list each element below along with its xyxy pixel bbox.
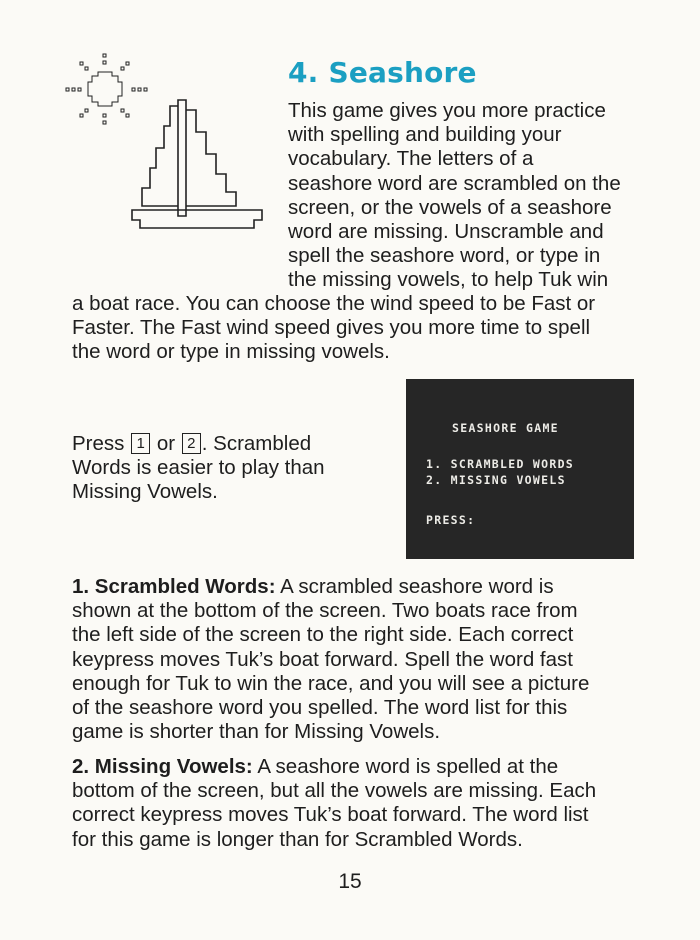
scrambled-line: keypress moves Tuk’s boat forward. Spell the word fast xyxy=(72,647,573,671)
press-instructions xyxy=(72,432,372,505)
scrambled-first-text: A scrambled seashore word is xyxy=(275,575,554,598)
intro-paragraph-bottom xyxy=(72,292,672,365)
game-screen-capture xyxy=(406,379,634,559)
intro-line: spell the seashore word, or type in xyxy=(288,244,601,268)
scrambled-line: the left side of the screen to the right side. Each correct xyxy=(72,623,574,647)
press-or: or xyxy=(156,432,176,455)
intro-line: This game gives you more practice xyxy=(288,99,606,122)
missing-line-1 xyxy=(72,755,672,779)
screen-option-1: 1. SCRAMBLED WORDS xyxy=(426,457,575,471)
sun-and-sailboat-illustration xyxy=(60,48,280,248)
press-line-1 xyxy=(72,432,372,456)
scrambled-line: enough for Tuk to win the race, and you will see a picture xyxy=(72,671,590,695)
press-suffix: . Scrambled xyxy=(201,432,312,455)
intro-line: seashore word are scrambled on the xyxy=(288,171,621,195)
missing-vowels-section xyxy=(72,755,672,852)
missing-line: correct keypress moves Tuk’s boat forward. The word list xyxy=(72,803,589,827)
intro-line: a boat race. You can choose the wind speed to be Fast or xyxy=(72,292,596,315)
missing-line: for this game is longer than for Scrambled Words. xyxy=(72,827,523,851)
sun-icon xyxy=(66,54,147,124)
scrambled-line-1 xyxy=(72,575,672,599)
screen-prompt: PRESS: xyxy=(426,513,476,527)
intro-line: with spelling and building your xyxy=(288,123,562,147)
sailboat-icon xyxy=(132,100,262,228)
key-2-icon: 2 xyxy=(182,433,201,454)
screen-option-2: 2. MISSING VOWELS xyxy=(426,473,566,487)
missing-line: bottom of the screen, but all the vowels are missing. Each xyxy=(72,779,597,803)
intro-line: vocabulary. The letters of a xyxy=(288,147,534,171)
scrambled-line: game is shorter than for Missing Vowels. xyxy=(72,720,441,744)
press-line-2: Words is easier to play than xyxy=(72,456,325,480)
key-1-icon: 1 xyxy=(131,433,150,454)
scrambled-line: of the seashore word you spelled. The word list for this xyxy=(72,696,568,720)
scrambled-words-section xyxy=(72,575,672,744)
section-title: 4. Seashore xyxy=(288,56,477,89)
intro-line: screen, or the vowels of a seashore xyxy=(288,195,612,219)
missing-first-text: A seashore word is spelled at the xyxy=(252,755,559,778)
scrambled-heading: 1. Scrambled Words: xyxy=(72,575,276,598)
intro-line: the missing vowels, to help Tuk win xyxy=(288,268,609,292)
missing-heading: 2. Missing Vowels: xyxy=(72,755,253,778)
intro-line: Faster. The Fast wind speed gives you more time to spell xyxy=(72,316,591,340)
page-number: 15 xyxy=(338,870,362,893)
scrambled-line: shown at the bottom of the screen. Two boats race from xyxy=(72,599,578,623)
press-line-3: Missing Vowels. xyxy=(72,480,218,504)
intro-line: the word or type in missing vowels. xyxy=(72,340,390,364)
intro-line: word are missing. Unscramble and xyxy=(288,220,604,244)
press-prefix: Press xyxy=(72,432,125,455)
intro-paragraph-top xyxy=(288,99,678,293)
screen-title: SEASHORE GAME xyxy=(452,421,559,435)
